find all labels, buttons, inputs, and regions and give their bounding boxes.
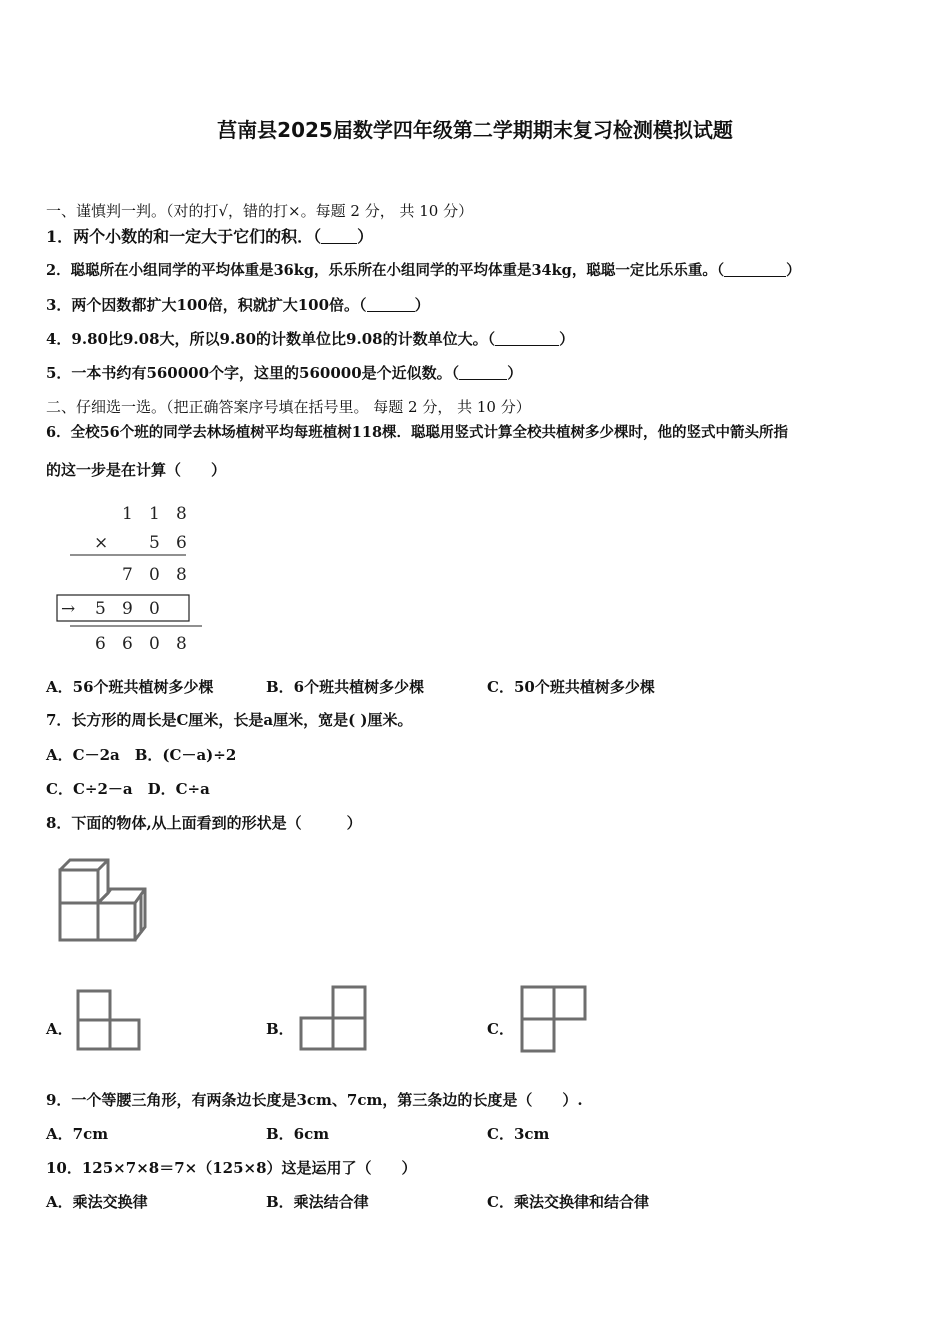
q5-end: ） xyxy=(507,364,523,382)
q8-option-c-label[interactable]: C． xyxy=(487,1020,514,1038)
q10-text: 10．125×7×8＝7×（125×8）这是运用了（ ） xyxy=(46,1159,417,1177)
q8-option-b-label[interactable]: B． xyxy=(266,1020,294,1038)
q2-text: 2．聪聪所在小组同学的平均体重是36kg，乐乐所在小组同学的平均体重是34kg，聪聪一定比乐乐重。（ xyxy=(46,262,725,279)
q10-option-c[interactable]: C．乘法交换律和结合律 xyxy=(487,1193,649,1211)
q6-option-b[interactable]: B．6个班共植树多少棵 xyxy=(266,678,425,696)
q7-options-line1[interactable]: A．C－2a B．(C－a)÷2 xyxy=(46,746,237,764)
q1-text: 1．两个小数的和一定大于它们的积．（ xyxy=(46,227,322,246)
q4-end: ） xyxy=(559,330,575,348)
calc-r4-d2: 9 xyxy=(122,599,133,619)
q5-text: 5．一本书约有560000个字，这里的560000是个近似数。（ xyxy=(46,364,460,382)
q1-end: ） xyxy=(357,227,374,246)
q6-line1: 6．全校56个班的同学去林场植树平均每班植树118棵．聪聪用竖式计算全校共植树多少棵时，他的竖式中箭头所指 xyxy=(46,424,789,441)
q2 xyxy=(46,261,801,281)
q1 xyxy=(46,227,373,247)
q3 xyxy=(46,295,430,315)
calc-r3-d2: 0 xyxy=(149,565,160,585)
q9-option-a[interactable]: A．7cm xyxy=(46,1125,109,1143)
calc-r3-d1: 7 xyxy=(122,565,133,585)
calc-r5-d1: 6 xyxy=(95,634,106,654)
calc-r4-d1: 5 xyxy=(95,599,106,619)
calc-r1-d1: 1 xyxy=(122,504,133,524)
q8-option-a-figure[interactable] xyxy=(76,988,142,1052)
calc-r1-d3: 8 xyxy=(176,504,187,524)
q6-option-c[interactable]: C．50个班共植树多少棵 xyxy=(487,678,655,696)
q1-answer-blank[interactable] xyxy=(321,229,357,244)
q5-answer-blank[interactable] xyxy=(459,365,507,380)
q9-option-c[interactable]: C．3cm xyxy=(487,1125,550,1143)
q4-answer-blank[interactable] xyxy=(495,331,559,346)
q8-text: 8．下面的物体,从上面看到的形状是（ ） xyxy=(46,814,362,832)
q6-option-a[interactable]: A．56个班共植树多少棵 xyxy=(46,678,214,696)
q7-text: 7．长方形的周长是C厘米，长是a厘米，宽是( )厘米。 xyxy=(46,711,413,729)
cube-object-figure xyxy=(56,856,160,944)
q3-answer-blank[interactable] xyxy=(367,297,415,312)
calc-r4-d3: 0 xyxy=(149,599,160,619)
arrow-icon: → xyxy=(61,599,76,619)
calc-r5-d3: 0 xyxy=(149,634,160,654)
section2-heading: 二、仔细选一选。（把正确答案序号填在括号里。 每题 2 分， 共 10 分） xyxy=(46,398,531,416)
section1-heading: 一、谨慎判一判。（对的打√，错的打×。每题 2 分， 共 10 分） xyxy=(46,202,474,220)
q7-options-line2[interactable]: C．C÷2－a D．C÷a xyxy=(46,780,210,798)
q2-answer-blank[interactable] xyxy=(724,262,786,277)
q4 xyxy=(46,329,574,349)
q3-text: 3．两个因数都扩大100倍，积就扩大100倍。（ xyxy=(46,296,367,314)
q9-text: 9．一个等腰三角形，有两条边长度是3cm、7cm，第三条边的长度是（ ）. xyxy=(46,1091,583,1109)
q8-option-c-figure[interactable] xyxy=(519,984,589,1054)
calc-r5-d2: 6 xyxy=(122,634,133,654)
q10-option-b[interactable]: B．乘法结合律 xyxy=(266,1193,369,1211)
vertical-multiplication xyxy=(50,498,210,658)
q3-end: ） xyxy=(414,296,430,314)
q5 xyxy=(46,363,522,383)
calc-r3-d3: 8 xyxy=(176,565,187,585)
q6-line2: 的这一步是在计算（ ） xyxy=(46,461,227,479)
calc-r5-d4: 8 xyxy=(176,634,187,654)
page-title: 莒南县2025届数学四年级第二学期期末复习检测模拟试题 xyxy=(217,118,733,142)
q10-option-a[interactable]: A．乘法交换律 xyxy=(46,1193,148,1211)
q9-option-b[interactable]: B．6cm xyxy=(266,1125,330,1143)
calc-multiply-sign: × xyxy=(94,533,109,553)
q4-text: 4．9.80比9.08大，所以9.80的计数单位比9.08的计数单位大。（ xyxy=(46,330,496,348)
q8-option-a-label[interactable]: A． xyxy=(46,1020,73,1038)
calc-r2-d1: 5 xyxy=(149,533,160,553)
calc-r2-d2: 6 xyxy=(176,533,187,553)
q2-end: ） xyxy=(786,262,801,279)
calc-r1-d2: 1 xyxy=(149,504,160,524)
q8-option-b-figure[interactable] xyxy=(298,984,370,1052)
